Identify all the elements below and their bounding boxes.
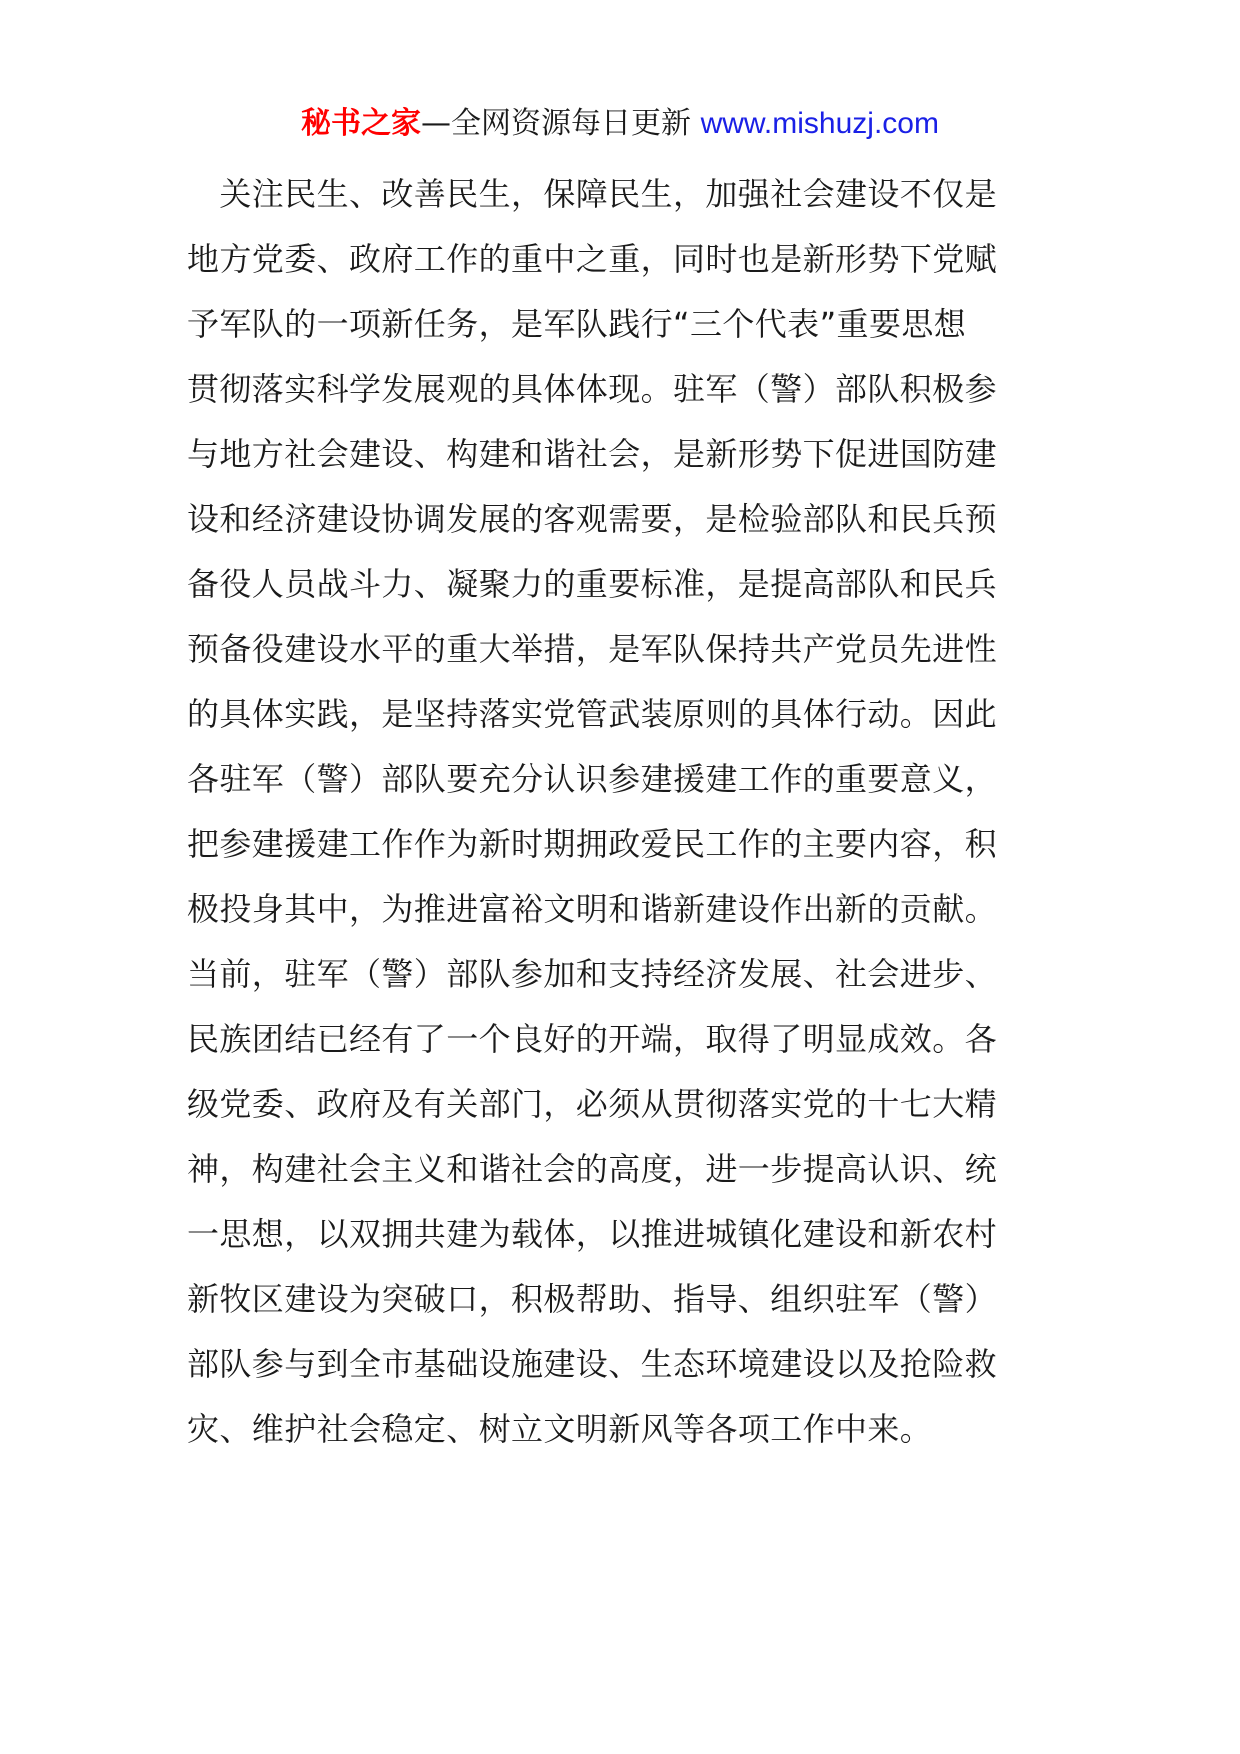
paragraph-line: 各驻军（警）部队要充分认识参建援建工作的重要意义， xyxy=(187,760,998,798)
body-paragraph xyxy=(187,162,1053,1462)
paragraph-line: 把参建援建工作作为新时期拥政爱民工作的主要内容，积 xyxy=(187,825,998,863)
paragraph-line: 神，构建社会主义和谐社会的高度，进一步提高认识、统 xyxy=(187,1150,998,1188)
paragraph-line: 予军队的一项新任务，是军队践行“三个代表”重要思想 xyxy=(187,305,967,343)
paragraph-line: 设和经济建设协调发展的客观需要，是检验部队和民兵预 xyxy=(187,500,998,538)
paragraph-line: 预备役建设水平的重大举措，是军队保持共产党员先进性 xyxy=(187,630,998,668)
brand-name: 秘书之家 xyxy=(301,106,422,141)
paragraph-line: 灾、维护社会稳定、树立文明新风等各项工作中来。 xyxy=(187,1410,933,1448)
paragraph-line: 部队参与到全市基础设施建设、生态环境建设以及抢险救 xyxy=(187,1345,998,1383)
page-header xyxy=(0,104,1240,144)
paragraph-line: 极投身其中，为推进富裕文明和谐新建设作出新的贡献。 xyxy=(187,890,998,928)
paragraph-line: 当前，驻军（警）部队参加和支持经济发展、社会进步、 xyxy=(187,955,998,993)
paragraph-line: 与地方社会建设、构建和谐社会，是新形势下促进国防建 xyxy=(187,435,998,473)
paragraph-line: 贯彻落实科学发展观的具体体现。驻军（警）部队积极参 xyxy=(187,370,998,408)
paragraph-line: 关注民生、改善民生，保障民生，加强社会建设不仅是 xyxy=(187,175,998,213)
paragraph-line: 新牧区建设为突破口，积极帮助、指导、组织驻军（警） xyxy=(187,1280,998,1318)
header-tagline: —全网资源每日更新 xyxy=(421,106,701,141)
paragraph-line: 级党委、政府及有关部门，必须从贯彻落实党的十七大精 xyxy=(187,1085,998,1123)
site-url[interactable]: www.mishuzj.com xyxy=(700,107,939,140)
paragraph-line: 地方党委、政府工作的重中之重，同时也是新形势下党赋 xyxy=(187,240,998,278)
paragraph-line: 民族团结已经有了一个良好的开端，取得了明显成效。各 xyxy=(187,1020,998,1058)
paragraph-line: 备役人员战斗力、凝聚力的重要标准，是提高部队和民兵 xyxy=(187,565,998,603)
paragraph-line: 一思想，以双拥共建为载体，以推进城镇化建设和新农村 xyxy=(187,1215,998,1253)
paragraph-line: 的具体实践，是坚持落实党管武装原则的具体行动。因此 xyxy=(187,695,998,733)
